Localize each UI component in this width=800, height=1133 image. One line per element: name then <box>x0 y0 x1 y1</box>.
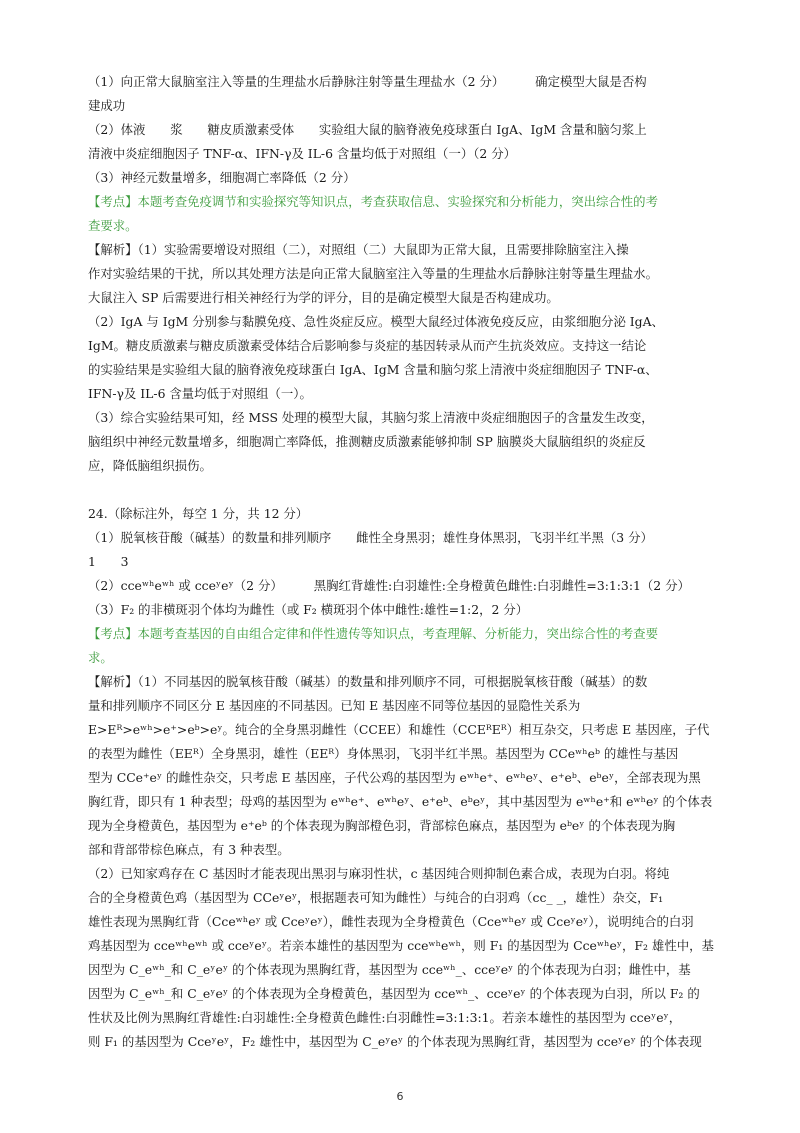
analysis-24-line: 合的全身橙黄色鸡（基因型为 CCeʸeʸ，根据题表可知为雌性）与纯合的白羽鸡（cc_ _，雄性）杂交，F₁ <box>88 890 664 905</box>
analysis-24-line: 因型为 C_eʷʰ_和 C_eʸeʸ 的个体表现为全身橙黄色，基因型为 cceʷʰ_、cceʸeʸ 的个体表现为白羽，所以 F₂ 的 <box>88 986 700 1001</box>
answer-24-1-values: 1 3 <box>88 554 129 569</box>
analysis-line: 作对实验结果的干扰，所以其处理方法是向正常大鼠脑室注入等量的生理盐水后静脉注射等量生理盐水。 <box>88 266 658 281</box>
question-24-heading: 24.（除标注外，每空 1 分，共 12 分） <box>88 506 309 521</box>
analysis-line: （2）IgA 与 IgM 分别参与黏膜免疫、急性炎症反应。模型大鼠经过体液免疫反应，由浆细胞分泌 IgA、 <box>88 314 664 329</box>
analysis-24-line: 胸红背，即只有 1 种表型；母鸡的基因型为 eʷʰe⁺、eʷʰeʸ、e⁺eᵇ、eᵇeʸ，其中基因型为 eʷʰe⁺和 eʷʰeʸ 的个体表 <box>88 794 713 809</box>
key-point-24-cont: 求。 <box>88 650 113 665</box>
page-number: 6 <box>396 1090 404 1103</box>
answer-24-1: （1）脱氧核苷酸（碱基）的数量和排列顺序 雌性全身黑羽；雄性身体黑羽，飞羽半红半黑（3 分） <box>88 530 653 545</box>
analysis-line: 的实验结果是实验组大鼠的脑脊液免疫球蛋白 IgA、IgM 含量和脑匀浆上清液中炎症细胞因子 TNF-α、 <box>88 362 658 377</box>
analysis-24-line: 量和排列顺序不同区分 E 基因座的不同基因。已知 E 基因座不同等位基因的显隐性关系为 <box>88 698 581 713</box>
analysis-line: （3）综合实验结果可知，经 MSS 处理的模型大鼠，其脑匀浆上清液中炎症细胞因子的含量发生改变， <box>88 410 654 425</box>
analysis-24-line: 因型为 C_eʷʰ_和 C_eʸeʸ 的个体表现为黑胸红背，基因型为 cceʷʰ_、cceʸeʸ 的个体表现为白羽；雌性中，基 <box>88 962 691 977</box>
analysis-24-line: E>Eᴿ>eʷʰ>e⁺>eᵇ>eʸ。纯合的全身黑羽雌性（CCEE）和雄性（CCEᴿEᴿ）相互杂交，只考虑 E 基因座，子代 <box>88 722 710 737</box>
analysis-24-line: 性状及比例为黑胸红背雄性:白羽雄性:全身橙黄色雌性:白羽雌性=3:1:3:1。若亲本雄性的基因型为 cceʸeʸ， <box>88 1010 682 1025</box>
answer-2: （2）体液 浆 糖皮质激素受体 实验组大鼠的脑脊液免疫球蛋白 IgA、IgM 含量和脑匀浆上 <box>88 122 647 137</box>
analysis-24-line: 鸡基因型为 cceʷʰeʷʰ 或 cceʸeʸ。若亲本雄性的基因型为 cceʷʰeʷʰ，则 F₁ 的基因型为 Cceʷʰeʸ，F₂ 雄性中，基 <box>88 938 714 953</box>
analysis-24-line: 的表型为雌性（EEᴿ）全身黑羽，雄性（EEᴿ）身体黑羽，飞羽半红半黑。基因型为 CCeʷʰeᵇ 的雄性与基因 <box>88 746 679 761</box>
analysis-line: 脑组织中神经元数量增多，细胞凋亡率降低，推测糖皮质激素能够抑制 SP 脑膜炎大鼠脑组织的炎症反 <box>88 434 646 449</box>
answer-3: （3）神经元数量增多，细胞凋亡率降低（2 分） <box>88 170 356 185</box>
analysis-line: 大鼠注入 SP 后需要进行相关神经行为学的评分，目的是确定模型大鼠是否构建成功。 <box>88 290 559 305</box>
analysis-24-line: 现为全身橙黄色，基因型为 e⁺eᵇ 的个体表现为胸部橙色羽，背部棕色麻点，基因型为 eᵇeʸ 的个体表现为胸 <box>88 818 676 833</box>
analysis-24-line: 【解析】（1）不同基因的脱氧核苷酸（碱基）的数量和排列顺序不同，可根据脱氧核苷酸（碱基）的数 <box>88 674 648 689</box>
document-body <box>88 70 724 1054</box>
answer-1: （1）向正常大鼠脑室注入等量的生理盐水后静脉注射等量生理盐水（2 分） 确定模型大鼠是否构 <box>88 74 647 89</box>
answer-24-2: （2）cceʷʰeʷʰ 或 cceʸeʸ（2 分） 黑胸红背雄性:白羽雄性:全身橙黄色雌性:白羽雌性=3:1:3:1（2 分） <box>88 578 690 593</box>
analysis-24-line: 则 F₁ 的基因型为 Cceʸeʸ，F₂ 雄性中，基因型为 C_eʸeʸ 的个体表现为黑胸红背，基因型为 cceʸeʸ 的个体表现 <box>88 1034 702 1049</box>
analysis-line: IgM。糖皮质激素与糖皮质激素受体结合后影响参与炎症的基因转录从而产生抗炎效应。支持这一结论 <box>88 338 647 353</box>
key-point-cont: 查要求。 <box>88 218 138 233</box>
analysis-24-line: 雄性表现为黑胸红背（Cceʷʰeʸ 或 Cceʸeʸ），雌性表现为全身橙黄色（Cceʷʰeʸ 或 Cceʸeʸ），说明纯合的白羽 <box>88 914 694 929</box>
analysis-line: IFN-γ及 IL-6 含量均低于对照组（一）。 <box>88 386 312 401</box>
key-point-24: 【考点】本题考查基因的自由组合定律和伴性遗传等知识点，考查理解、分析能力，突出综合性的考查要 <box>88 626 658 641</box>
answer-24-3: （3）F₂ 的非横斑羽个体均为雌性（或 F₂ 横斑羽个体中雌性:雄性=1:2，2 分） <box>88 602 529 617</box>
section-gap <box>88 478 724 502</box>
answer-1-cont: 建成功 <box>88 98 126 113</box>
analysis-line: 应，降低脑组织损伤。 <box>88 458 212 473</box>
analysis-24-line: 部和背部带棕色麻点，有 3 种表型。 <box>88 842 290 857</box>
key-point: 【考点】本题考查免疫调节和实验探究等知识点，考查获取信息、实验探究和分析能力，突出综合性的考 <box>88 194 658 209</box>
analysis-24-line: （2）已知家鸡存在 C 基因时才能表现出黑羽与麻羽性状，c 基因纯合则抑制色素合成，表现为白羽。将纯 <box>88 866 670 881</box>
analysis-24-line: 型为 CCe⁺eʸ 的雌性杂交，只考虑 E 基因座，子代公鸡的基因型为 eʷʰe⁺、eʷʰeʸ、e⁺eᵇ、eᵇeʸ，全部表现为黑 <box>88 770 701 785</box>
analysis-line: 【解析】（1）实验需要增设对照组（二），对照组（二）大鼠即为正常大鼠，且需要排除脑室注入操 <box>88 242 629 257</box>
answer-2-cont: 清液中炎症细胞因子 TNF-α、IFN-γ及 IL-6 含量均低于对照组（一）（2 分） <box>88 146 517 161</box>
